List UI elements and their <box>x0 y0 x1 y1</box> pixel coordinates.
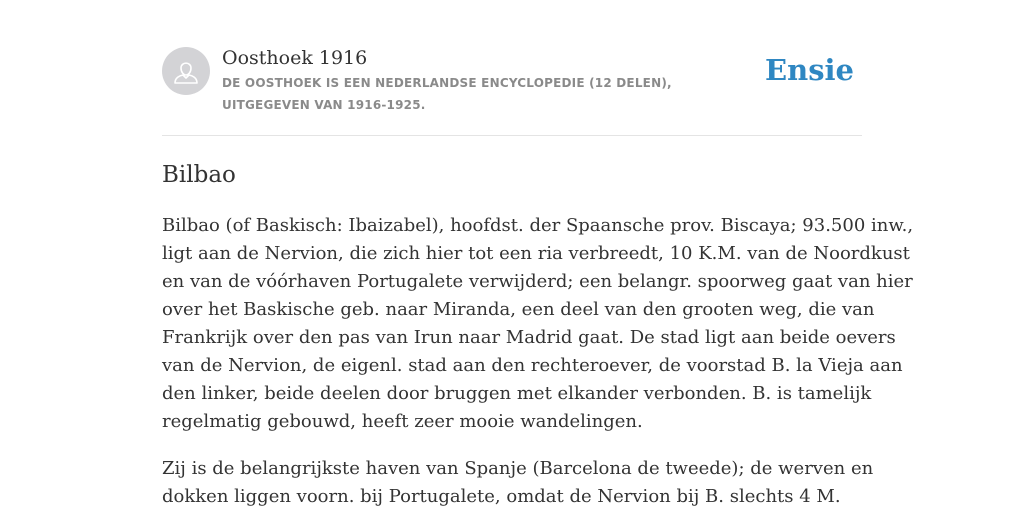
ensie-logo-link[interactable]: Ensie <box>765 53 854 87</box>
text-line: Zij is de belangrijkste haven van Spanje (Barcelona de tweede); de werven en <box>162 458 874 479</box>
article-paragraph <box>162 455 874 511</box>
text-line: en van de vóórhaven Portugalete verwijderd; een belangr. spoorweg gaat van hier <box>162 271 913 292</box>
article-body <box>162 212 914 512</box>
article-paragraph <box>162 212 914 436</box>
text-line: regelmatig gebouwd, heeft zeer mooie wandelingen. <box>162 411 643 432</box>
text-line: ligt aan de Nervion, die zich hier tot een ria verbreedt, 10 K.M. van de Noordkust <box>162 243 910 264</box>
user-silhouette-icon <box>162 47 210 95</box>
article-title: Bilbao <box>162 162 236 188</box>
text-line: van de Nervion, de eigenl. stad aan den rechteroever, de voorstad B. la Vieja aan <box>162 355 903 376</box>
header-divider <box>162 135 862 136</box>
text-line: den linker, beide deelen door bruggen met elkander verbonden. B. is tamelijk <box>162 383 872 404</box>
source-title[interactable]: Oosthoek 1916 <box>222 47 368 69</box>
text-line: Bilbao (of Baskisch: Ibaizabel), hoofdst. der Spaansche prov. Biscaya; 93.500 inw., <box>162 215 914 236</box>
text-line: dokken liggen voorn. bij Portugalete, omdat de Nervion bij B. slechts 4 M. <box>162 486 841 507</box>
source-description: DE OOSTHOEK IS EEN NEDERLANDSE ENCYCLOPEDIE (12 DELEN), UITGEGEVEN VAN 1916-1925. <box>222 76 672 112</box>
text-line: over het Baskische geb. naar Miranda, een deel van den grooten weg, die van <box>162 299 875 320</box>
text-line: Frankrijk over den pas van Irun naar Madrid gaat. De stad ligt aan beide oevers <box>162 327 896 348</box>
